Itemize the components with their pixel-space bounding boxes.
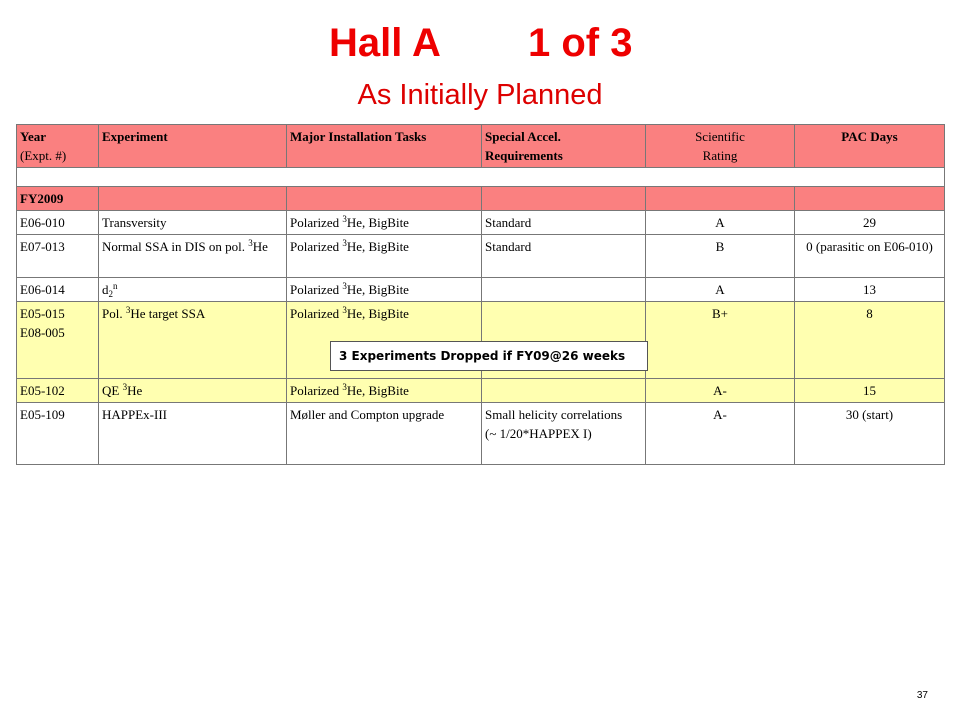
cell-pac-days: 13 xyxy=(795,278,945,302)
fiscal-year-row xyxy=(17,187,945,211)
spacer-row xyxy=(17,168,945,187)
cell-accel xyxy=(482,379,646,403)
cell-experiment: QE $^3$He xyxy=(99,379,287,403)
table-row xyxy=(17,235,945,278)
cell-accel: Standard xyxy=(482,211,646,235)
cell-accel: Small helicity correlations (~ 1/20*HAPPEX I) xyxy=(482,403,646,465)
table-row xyxy=(17,278,945,302)
cell-experiment: HAPPEx-III xyxy=(99,403,287,465)
cell-accel: Standard xyxy=(482,235,646,278)
cell-experiment: Normal SSA in DIS on pol. $^3$He xyxy=(99,235,287,278)
cell-tasks: Polarized $^3$He, BigBite xyxy=(287,211,482,235)
table-row xyxy=(17,211,945,235)
page-number: 37 xyxy=(916,690,928,701)
fiscal-year-label: FY2009 xyxy=(17,187,99,211)
title-hall: Hall A xyxy=(329,21,441,65)
cell-pac-days: 30 (start) xyxy=(795,403,945,465)
cell-rating: A xyxy=(646,211,795,235)
schedule-table xyxy=(16,124,945,465)
cell-experiment: Pol. $^3$He target SSA xyxy=(99,302,287,379)
header-tasks: Major Installation Tasks xyxy=(287,125,482,168)
header-experiment: Experiment xyxy=(99,125,287,168)
table-row xyxy=(17,403,945,465)
header-row xyxy=(17,125,945,168)
cell-tasks: Polarized $^3$He, BigBite xyxy=(287,235,482,278)
header-rating: Scientific Rating xyxy=(646,125,795,168)
cell-tasks: Polarized $^3$He, BigBite xyxy=(287,379,482,403)
header-year: Year (Expt. #) xyxy=(17,125,99,168)
cell-tasks: Møller and Compton upgrade xyxy=(287,403,482,465)
cell-pac-days: 8 xyxy=(795,302,945,379)
cell-pac-days: 15 xyxy=(795,379,945,403)
cell-rating: A xyxy=(646,278,795,302)
header-pac-days: PAC Days xyxy=(795,125,945,168)
cell-pac-days: 0 (parasitic on E06-010) xyxy=(795,235,945,278)
table-row-highlighted xyxy=(17,379,945,403)
cell-pac-days: 29 xyxy=(795,211,945,235)
header-accel: Special Accel. Requirements xyxy=(482,125,646,168)
cell-year: E05-109 xyxy=(17,403,99,465)
title-page-count: 1 of 3 xyxy=(528,21,633,65)
cell-year: E05-015 E08-005 xyxy=(17,302,99,379)
cell-year: E06-014 xyxy=(17,278,99,302)
cell-experiment: Transversity xyxy=(99,211,287,235)
slide-title xyxy=(0,18,960,68)
cell-rating: A- xyxy=(646,403,795,465)
cell-year: E07-013 xyxy=(17,235,99,278)
cell-tasks: Polarized $^3$He, BigBite xyxy=(287,278,482,302)
cell-rating: B+ xyxy=(646,302,795,379)
cell-year: E05-102 xyxy=(17,379,99,403)
cell-experiment: $d_2^n$ xyxy=(99,278,287,302)
cell-rating: B xyxy=(646,235,795,278)
slide-subtitle: As Initially Planned xyxy=(357,79,603,111)
dropped-experiments-callout: 3 Experiments Dropped if FY09@26 weeks xyxy=(330,341,648,371)
cell-rating: A- xyxy=(646,379,795,403)
cell-accel xyxy=(482,278,646,302)
cell-year: E06-010 xyxy=(17,211,99,235)
cell-tasks: Polarized $^3$He, BigBite xyxy=(287,302,482,379)
